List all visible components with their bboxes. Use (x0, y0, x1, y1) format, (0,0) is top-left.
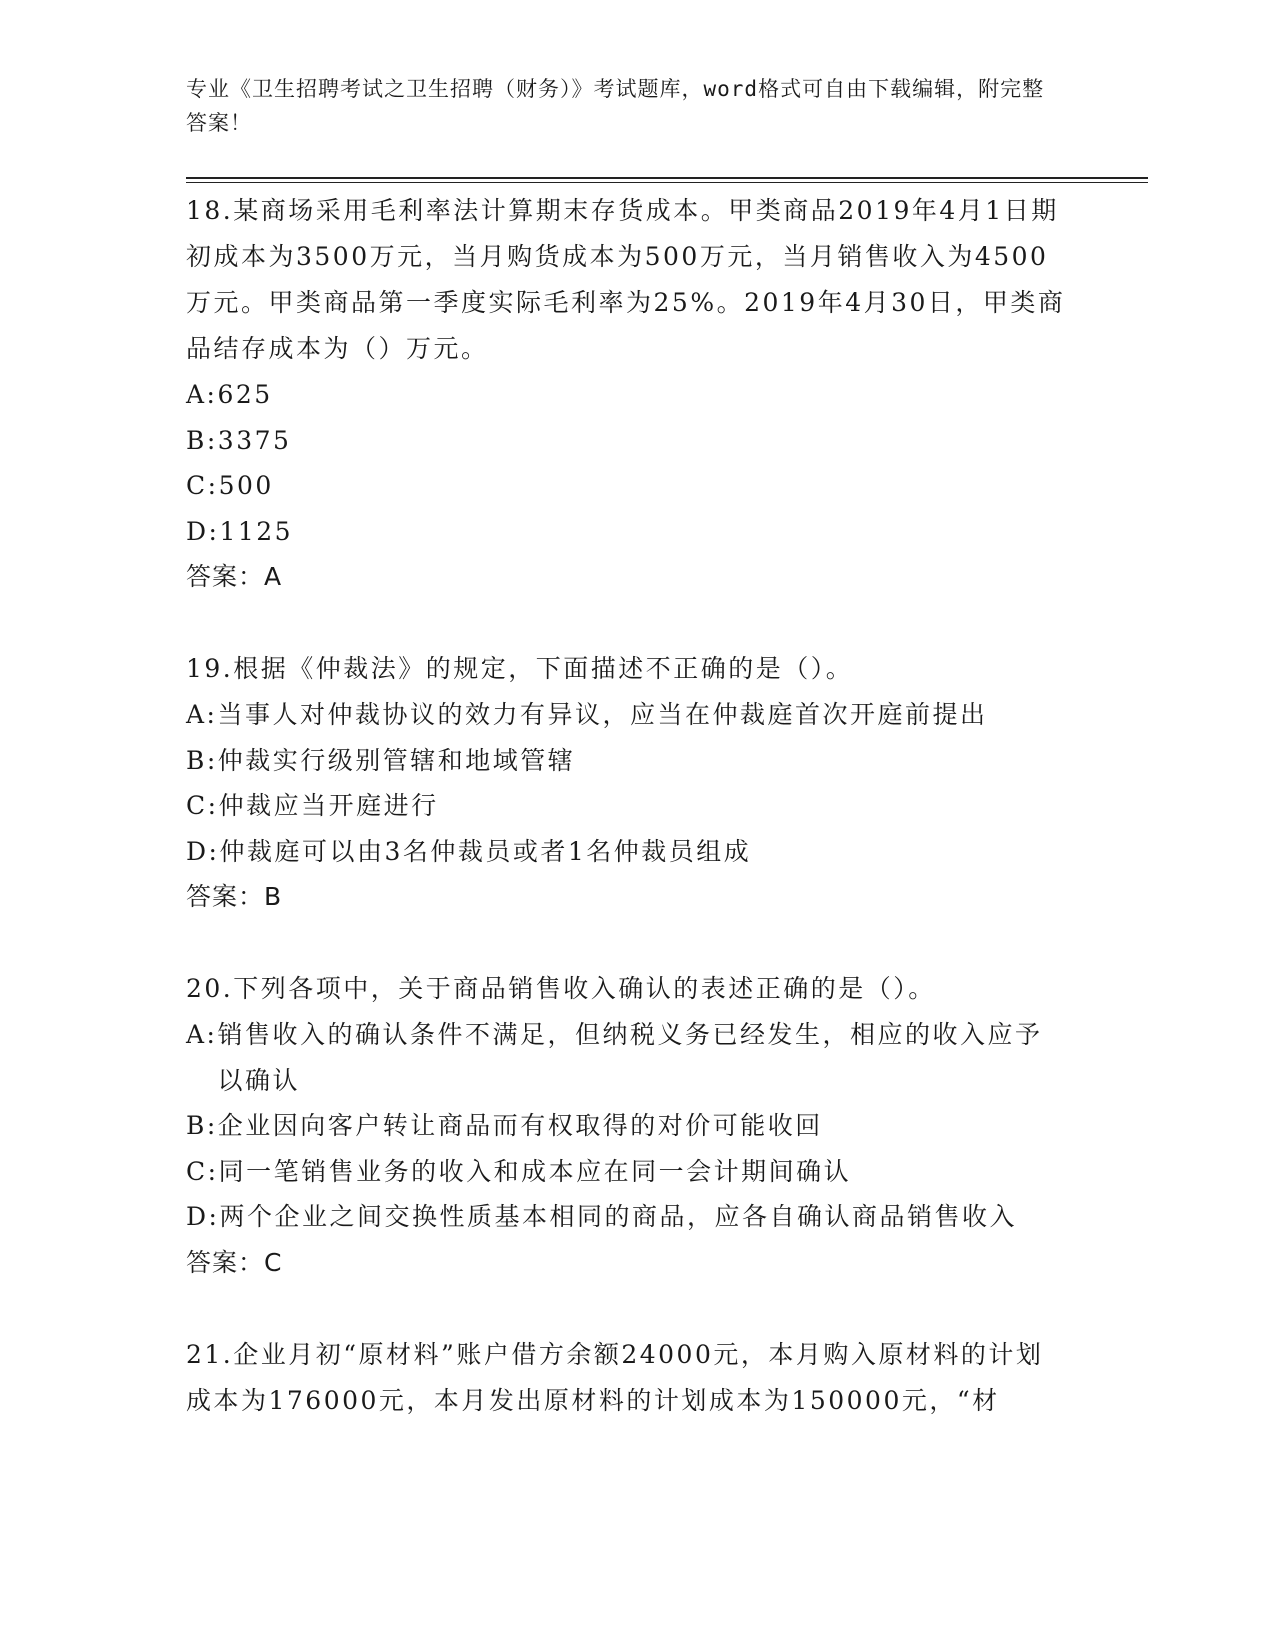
option-a (186, 692, 1066, 738)
question-stem: 19.根据《仲裁法》的规定，下面描述不正确的是（）。 (186, 654, 854, 683)
option-letter: B: (186, 425, 218, 455)
option-letter: D: (186, 516, 220, 546)
option-b (186, 418, 1066, 464)
option-text: 625 (217, 380, 273, 409)
option-d (186, 829, 1066, 875)
option-c (186, 783, 1066, 829)
option-c (186, 463, 1066, 509)
option-letter: C: (186, 471, 219, 500)
option-text: 同一笔销售业务的收入和成本应在同一会计期间确认 (218, 1156, 852, 1186)
option-letter: C: (186, 791, 219, 820)
question-19 (186, 646, 1066, 920)
option-letter: A: (186, 380, 218, 409)
option-text: 当事人对仲裁协议的效力有异议，应当在仲裁庭首次开庭前提出 (217, 700, 988, 729)
option-b (186, 1103, 1066, 1149)
question-20 (186, 966, 1066, 1286)
option-text: 1125 (219, 516, 294, 546)
question-stem: 18.某商场采用毛利率法计算期末存货成本。甲类商品2019年4月1日期初成本为3500万元，当月购货成本为500万元，当月销售收入为4500万元。甲类商品第一季度实际毛利率为25%。2019年4月30日，甲类商品结存成本为（）万元。 (186, 196, 1066, 363)
header-divider (186, 177, 1148, 183)
option-text: 仲裁应当开庭进行 (218, 791, 439, 820)
option-letter: B: (186, 745, 218, 775)
question-stem: 20.下列各项中，关于商品销售收入确认的表述正确的是（）。 (186, 974, 936, 1003)
answer-line: 答案：C (186, 1247, 283, 1277)
option-c (186, 1149, 1066, 1195)
option-text: 仲裁庭可以由3名仲裁员或者1名仲裁员组成 (219, 836, 752, 866)
option-letter: D: (186, 836, 220, 866)
option-text: 销售收入的确认条件不满足，但纳税义务已经发生，相应的收入应予以确认 (217, 1020, 1043, 1095)
option-a (186, 1012, 1066, 1103)
answer-line: 答案：A (186, 562, 283, 591)
document-header: 专业《卫生招聘考试之卫生招聘（财务）》考试题库，word格式可自由下载编辑，附完整答案！ (186, 77, 1045, 135)
option-letter: B: (186, 1111, 218, 1140)
option-letter: D: (186, 1202, 220, 1231)
question-21 (186, 1332, 1066, 1424)
option-d (186, 509, 1066, 555)
option-letter: A: (186, 700, 218, 729)
question-stem: 21.企业月初“原材料”账户借方余额24000元，本月购入原材料的计划成本为176000元，本月发出原材料的计划成本为150000元，“材 (186, 1339, 1044, 1415)
option-b (186, 738, 1066, 784)
option-letter: C: (186, 1156, 219, 1186)
option-text: 仲裁实行级别管辖和地域管辖 (217, 745, 576, 775)
option-text: 两个企业之间交换性质基本相同的商品，应各自确认商品销售收入 (219, 1202, 1017, 1231)
option-text: 企业因向客户转让商品而有权取得的对价可能收回 (217, 1111, 823, 1140)
answer-line: 答案：B (186, 882, 283, 911)
option-letter: A: (186, 1020, 218, 1049)
option-text: 3375 (217, 425, 292, 455)
option-d (186, 1194, 1066, 1240)
question-18 (186, 188, 1066, 600)
option-a (186, 372, 1066, 418)
question-list (186, 188, 1066, 1470)
option-text: 500 (218, 471, 274, 500)
